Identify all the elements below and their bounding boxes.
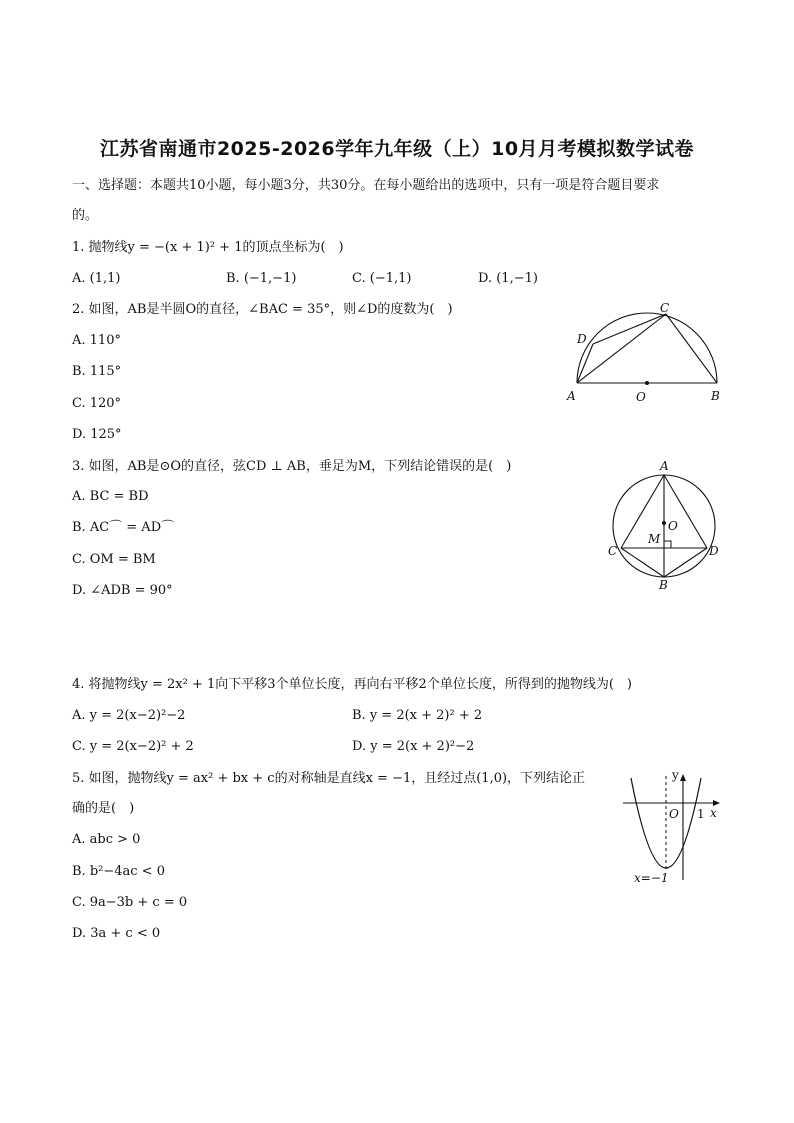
label-one: 1 — [697, 807, 705, 821]
label-m: M — [648, 532, 661, 546]
chord-ac — [577, 314, 666, 383]
label-c: C — [608, 544, 618, 558]
q3-stem: 3. 如图，AB是⊙O的直径，弦CD ⊥ AB，垂足为M，下列结论错误的是( ) — [72, 459, 512, 474]
semicircle-arc — [577, 313, 717, 383]
q5-option-c: C. 9a−3b + c = 0 — [72, 895, 188, 910]
y-axis-arrow — [680, 774, 686, 781]
q1-option-b: B. (−1,−1) — [226, 271, 297, 286]
label-b: B — [711, 389, 720, 403]
q5-option-b: B. b²−4ac < 0 — [72, 864, 165, 879]
q4-option-d: D. y = 2(x + 2)²−2 — [352, 739, 475, 754]
q3-circle-figure — [598, 458, 728, 593]
q4-option-c: C. y = 2(x−2)² + 2 — [72, 739, 194, 754]
label-o: O — [669, 807, 679, 821]
q4-stem: 4. 将抛物线y = 2x² + 1向下平移3个单位长度，再向右平移2个单位长度，所得到的抛物线为( ) — [72, 677, 632, 692]
q3-option-d: D. ∠ADB = 90° — [72, 583, 173, 598]
q1-option-d: D. (1,−1) — [478, 271, 538, 286]
label-c: C — [660, 301, 670, 315]
center-point-o — [662, 521, 666, 525]
q3-option-a: A. BC = BD — [72, 489, 149, 504]
label-d: D — [577, 332, 587, 346]
label-d: D — [709, 544, 719, 558]
label-symmetry-axis: x=−1 — [634, 871, 669, 885]
label-o: O — [636, 390, 646, 404]
label-x: x — [710, 806, 717, 820]
q5-stem-line2: 确的是( ) — [72, 801, 135, 816]
q4-option-b: B. y = 2(x + 2)² + 2 — [352, 708, 483, 723]
right-angle-mark — [664, 541, 671, 548]
section-instructions-line1: 一、选择题：本题共10小题，每小题3分，共30分。在每小题给出的选项中，只有一项是符合题目要求 — [72, 178, 660, 193]
q5-stem-line1: 5. 如图，抛物线y = ax² + bx + c的对称轴是直线x = −1，且经过点(1,0)，下列结论正 — [72, 771, 586, 786]
q1-stem: 1. 抛物线y = −(x + 1)² + 1的顶点坐标为( ) — [72, 240, 344, 255]
q5-parabola-figure — [618, 768, 748, 886]
center-point-o — [645, 381, 649, 385]
segment-ad — [664, 475, 707, 548]
q3-option-c: C. OM = BM — [72, 552, 156, 567]
q3-option-b: B. AC⌒ = AD⌒ — [72, 520, 175, 535]
q2-option-c: C. 120° — [72, 396, 122, 411]
q5-option-d: D. 3a + c < 0 — [72, 926, 161, 941]
q1-option-a: A. (1,1) — [72, 271, 121, 286]
q1-option-c: C. (−1,1) — [352, 271, 412, 286]
label-b: B — [659, 578, 668, 592]
page-title: 江苏省南通市2025-2026学年九年级（上）10月月考模拟数学试卷 — [99, 138, 695, 160]
q4-option-a: A. y = 2(x−2)²−2 — [72, 708, 186, 723]
q5-option-a: A. abc > 0 — [72, 832, 141, 847]
label-a: A — [660, 459, 669, 473]
chord-bc — [666, 314, 717, 383]
q2-option-a: A. 110° — [72, 333, 121, 348]
q2-stem: 2. 如图，AB是半圆O的直径，∠BAC = 35°，则∠D的度数为( ) — [72, 302, 453, 317]
q2-option-d: D. 125° — [72, 427, 122, 442]
section-instructions-line2: 的。 — [72, 208, 99, 223]
q2-option-b: B. 115° — [72, 364, 122, 379]
q2-semicircle-figure — [560, 300, 730, 410]
label-o: O — [668, 519, 678, 533]
chord-dc — [593, 314, 666, 344]
label-y: y — [672, 768, 679, 782]
label-a: A — [567, 389, 576, 403]
